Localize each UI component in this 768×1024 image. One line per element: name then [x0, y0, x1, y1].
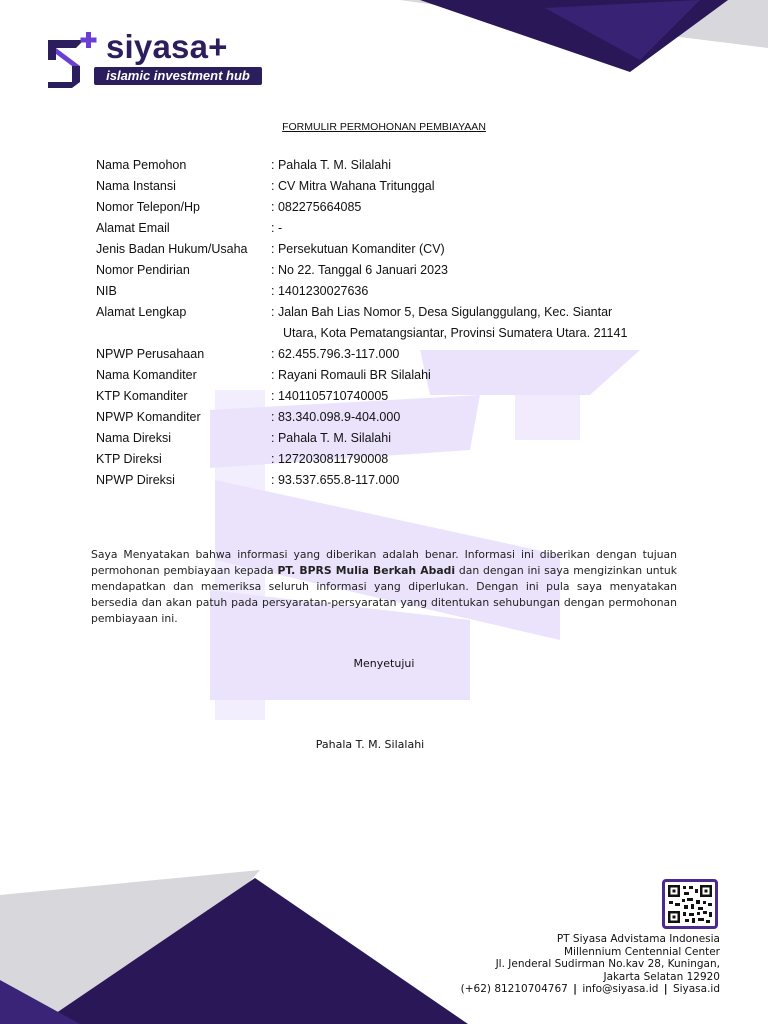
- field-value: [271, 197, 656, 218]
- field-value: [271, 449, 656, 470]
- company-footer: [461, 933, 720, 996]
- footer-city: Jakarta Selatan 12920: [603, 970, 720, 983]
- statement-text-2: dan dengan ini saya mengizinkan untuk mendapatkan dan memeriksa seluruh informasi yang diperlukan. Dengan ini pula saya menyatakan bersedia dan akan patuh pada persyaratan-persyaratan yang ditentukan sehubungan dengan permohonan pembiayaan ini.: [91, 564, 677, 625]
- form-field-row: [96, 281, 656, 302]
- field-value: [271, 386, 656, 407]
- field-value-text: 1272030811790008: [277, 452, 389, 466]
- form-field-row: [96, 365, 656, 386]
- footer-separator: |: [573, 983, 577, 995]
- form-field-row: [96, 344, 656, 365]
- field-value: [271, 344, 656, 365]
- field-value: [271, 218, 656, 239]
- field-label: NPWP Perusahaan: [96, 347, 205, 361]
- footer-phone: (+62) 81210704767: [460, 983, 568, 995]
- field-value: [271, 239, 656, 260]
- form-field-row: [96, 176, 656, 197]
- qr-code: [662, 879, 718, 929]
- field-value: [271, 470, 656, 491]
- statement-text-1: Saya Menyatakan bahwa informasi yang diberikan adalah benar. Informasi ini diberikan dengan tujuan permohonan pembiayaan kepada: [91, 548, 677, 577]
- field-label: Nama Pemohon: [96, 158, 187, 172]
- field-value-text: CV Mitra Wahana Tritunggal: [277, 179, 435, 193]
- field-label: Alamat Lengkap: [96, 305, 187, 319]
- field-label: Alamat Email: [96, 221, 170, 235]
- logo-tagline: islamic investment hub: [94, 67, 262, 85]
- field-value: [271, 365, 656, 386]
- form-field-row: [96, 407, 656, 428]
- form-field-row: [96, 449, 656, 470]
- footer-company: PT Siyasa Advistama Indonesia: [556, 933, 720, 945]
- form-field-row: [96, 155, 656, 176]
- field-value-text: 082275664085: [277, 200, 362, 214]
- approval-label: Menyetujui: [353, 657, 415, 670]
- field-value-text: 1401105710740005: [277, 389, 389, 403]
- field-label: Nomor Telepon/Hp: [96, 200, 200, 214]
- field-value: [271, 281, 656, 302]
- field-value-text: Jalan Bah Lias Nomor 5, Desa Sigulanggulang, Kec. Siantar: [277, 305, 613, 319]
- field-value-text: No 22. Tanggal 6 Januari 2023: [277, 263, 448, 277]
- field-label: NPWP Direksi: [96, 473, 175, 487]
- form-field-row: [96, 239, 656, 260]
- footer-email[interactable]: info@siyasa.id: [582, 983, 659, 995]
- field-label: KTP Direksi: [96, 452, 162, 466]
- footer-separator: |: [663, 983, 668, 995]
- qr-code-icon: [665, 882, 715, 926]
- signer-name: Pahala T. M. Silalahi: [315, 738, 425, 751]
- field-label: Nama Direksi: [96, 431, 172, 445]
- field-value-text: 93.537.655.8-117.000: [277, 473, 400, 487]
- bank-name: PT. BPRS Mulia Berkah Abadi: [277, 564, 456, 577]
- footer-building: Millennium Centennial Center: [564, 945, 720, 958]
- field-value-text: Pahala T. M. Silalahi: [277, 431, 391, 445]
- field-value-continuation: Utara, Kota Pematangsiantar, Provinsi Sumatera Utara. 21141: [283, 326, 628, 340]
- field-value: [271, 176, 656, 197]
- field-label: NPWP Komanditer: [96, 410, 201, 424]
- field-value-text: Pahala T. M. Silalahi: [277, 158, 391, 172]
- declaration-statement: [91, 547, 677, 627]
- form-field-row: [96, 218, 656, 239]
- field-label: KTP Komanditer: [96, 389, 188, 403]
- field-label: NIB: [96, 284, 117, 298]
- footer-contact: [461, 983, 720, 996]
- field-value-text: Rayani Romauli BR Silalahi: [277, 368, 431, 382]
- field-value: [271, 407, 656, 428]
- form-field-row: [96, 302, 656, 344]
- footer-website[interactable]: Siyasa.id: [672, 983, 720, 995]
- field-value: [271, 155, 656, 176]
- field-value-text: -: [277, 221, 283, 235]
- form-field-row: [96, 470, 656, 491]
- footer-street: Jl. Jenderal Sudirman No.kav 28, Kuningan,: [495, 958, 720, 970]
- field-label: Nama Komanditer: [96, 368, 197, 382]
- form-title: FORMULIR PERMOHONAN PEMBIAYAAN: [282, 121, 486, 133]
- applicant-fields: [96, 155, 656, 491]
- field-value: [271, 302, 656, 344]
- field-value: [271, 260, 656, 281]
- field-value: [271, 428, 656, 449]
- logo-wordmark: siyasa+: [106, 28, 228, 65]
- form-field-row: [96, 386, 656, 407]
- form-field-row: [96, 260, 656, 281]
- field-label: Nama Instansi: [96, 179, 176, 193]
- field-value-text: 62.455.796.3-117.000: [277, 347, 400, 361]
- field-label: Nomor Pendirian: [96, 263, 190, 277]
- field-label: Jenis Badan Hukum/Usaha: [96, 242, 248, 256]
- form-field-row: [96, 197, 656, 218]
- siyasa-logo: [44, 30, 274, 90]
- field-value-text: Persekutuan Komanditer (CV): [277, 242, 445, 256]
- field-value-text: 1401230027636: [277, 284, 369, 298]
- form-field-row: [96, 428, 656, 449]
- field-value-text: 83.340.098.9-404.000: [277, 410, 401, 424]
